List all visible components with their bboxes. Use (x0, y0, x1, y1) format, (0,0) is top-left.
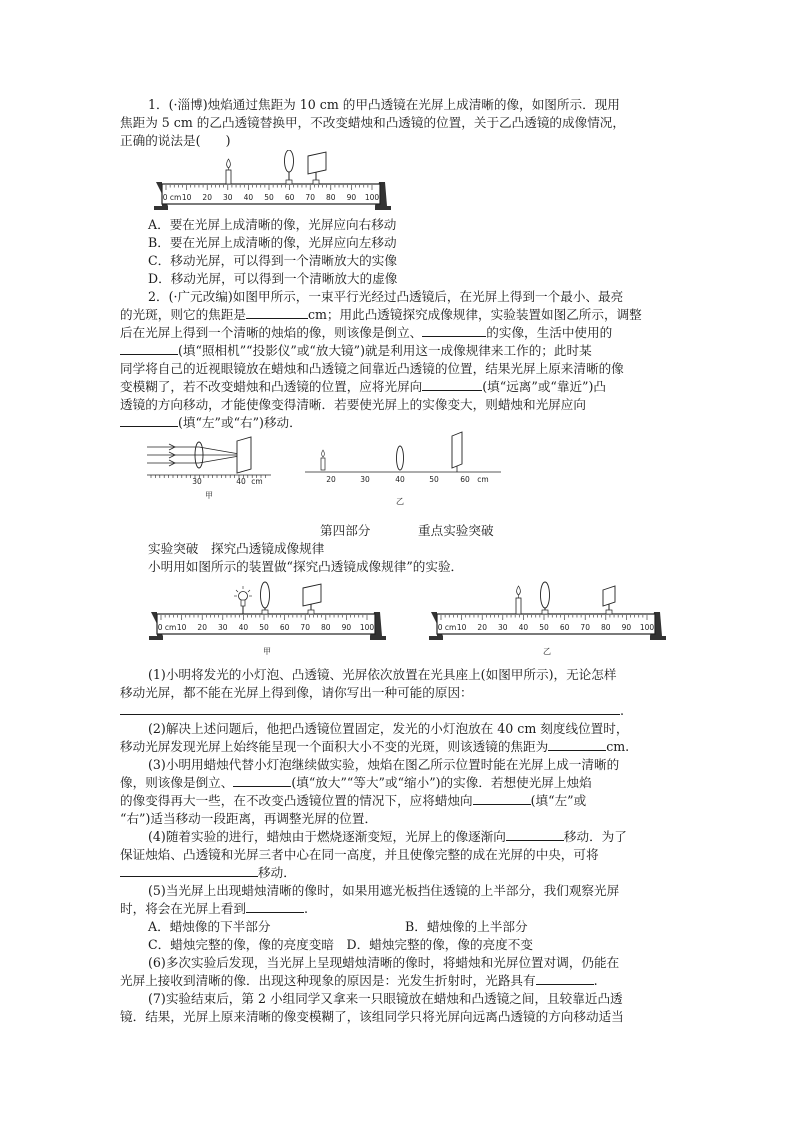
ruler-label: 100 (359, 623, 375, 632)
exp-q1-line1: (1)小明将发光的小灯泡、凸透镜、光屏依次放置在光具座上(如图甲所示)，无论怎样 (148, 667, 617, 682)
light-screen-icon (308, 152, 326, 184)
q2-blank-move-direction[interactable] (120, 414, 178, 427)
exp-figure-jia (145, 580, 390, 658)
ruler-label: 50 (259, 623, 269, 632)
exp-q5-option-cd[interactable]: C．蜡烛完整的像，像的亮度变暗 D．蜡烛完整的像，像的亮度不变 (148, 937, 533, 952)
convex-lens-icon (285, 150, 294, 184)
q2-stem-line3 (120, 324, 612, 342)
q2-text: 的光斑，则它的焦距是 (120, 307, 246, 322)
exp-text: . (620, 703, 625, 718)
ruler-label: 100 (639, 623, 655, 632)
exp-q3-line2 (120, 774, 592, 792)
tick-label: cm (477, 475, 489, 484)
ruler-label: 90 (346, 193, 357, 202)
exp-q4-blank-image-direction[interactable] (506, 828, 564, 841)
ruler-label: 20 (197, 623, 207, 632)
section-subtitle: 实验突破 探究凸透镜成像规律 (148, 541, 325, 556)
q2-blank-screen-direction[interactable] (422, 378, 482, 391)
q2-stem-line2 (120, 306, 642, 324)
light-screen-icon (237, 437, 251, 473)
exp-q5-option-a[interactable]: A．蜡烛像的下半部分 (148, 919, 271, 934)
exp-q2-blank-focal-length[interactable] (548, 738, 606, 751)
ruler-label: 10 (181, 193, 192, 202)
exp-text: 时，将会在光屏上看到 (120, 901, 246, 916)
tick-label: 30 (360, 475, 370, 484)
q2-text: (填“照相机”“投影仪”或“放大镜”)就是利用这一成像规律来工作的；此时某 (178, 343, 592, 358)
exp-q5-blank-observation[interactable] (246, 900, 304, 913)
tick-label: 40 (395, 475, 405, 484)
candle-icon (226, 159, 231, 184)
exp-q4-line1 (148, 828, 627, 846)
q2-text: 的实像，生活中使用的 (486, 325, 613, 340)
ruler-label: 80 (326, 193, 336, 202)
exp-q5-line2 (120, 900, 308, 918)
ruler-label: 80 (321, 623, 331, 632)
q2-stem-line7: 透镜的方向移动，才能使像变得清晰．若要使光屏上的实像变大，则蜡烛和光屏应向 (120, 397, 586, 412)
exp-q6-line2 (120, 972, 598, 990)
section-part: 第四部分 (320, 523, 371, 538)
q2-stem-line8 (120, 414, 302, 432)
ruler-label: 70 (305, 193, 315, 202)
exp-q1-blank-reason[interactable] (120, 702, 620, 715)
q2-text: (填“左”或“右”)移动． (178, 415, 302, 430)
q1-stem-line2: 焦距为 5 cm 的乙凸透镜替换甲，不改变蜡烛和凸透镜的位置，关于乙凸透镜的成像情况， (120, 115, 625, 130)
q1-stem-line1: 1．(·淄博)烛焰通过焦距为 10 cm 的甲凸透镜在光屏上成清晰的像，如图所示．现用 (148, 97, 620, 112)
tick-label: 60 (460, 475, 470, 484)
section-intro: 小明用如图所示的装置做“探究凸透镜成像规律”的实验． (148, 559, 464, 574)
exp-q3-line3 (120, 792, 586, 810)
ruler-label: 60 (284, 193, 295, 202)
exp-text: (填“左”或 (530, 793, 587, 808)
section-title: 重点实验突破 (418, 523, 494, 538)
ruler-label: 10 (456, 623, 467, 632)
ruler-label: 70 (300, 623, 310, 632)
q1-stem-line3: 正确的说法是( ) (120, 133, 231, 148)
exp-q6-blank-property[interactable] (536, 972, 594, 985)
tick-label: cm (251, 477, 263, 486)
figure-caption: 乙 (543, 647, 551, 656)
ruler-label: 40 (243, 193, 254, 202)
ruler-label: 60 (559, 623, 570, 632)
exp-q4-blank-adjust[interactable] (120, 864, 258, 877)
q1-option-a[interactable]: A．要在光屏上成清晰的像，光屏应向右移动 (148, 217, 397, 232)
ruler-label: 100 (364, 193, 380, 202)
tick-label: 20 (326, 475, 336, 484)
ruler-label: 40 (238, 623, 249, 632)
ruler-label: 90 (621, 623, 632, 632)
ruler-label: 60 (279, 623, 290, 632)
exp-q3-line4: “右”)适当移动一段距离，再调整光屏的位置． (120, 811, 378, 826)
figure-caption: 甲 (205, 491, 213, 500)
q1-option-b[interactable]: B．要在光屏上成清晰的像，光屏应向左移动 (148, 235, 397, 250)
q2-blank-device[interactable] (120, 342, 178, 355)
candle-icon (321, 450, 325, 470)
convex-lens-icon (261, 582, 270, 614)
q2-stem-line6 (120, 378, 606, 396)
q2-text: (填“远离”或“靠近”)凸 (482, 379, 606, 394)
ruler-label: 10 (176, 623, 187, 632)
exp-q7-line1: (7)实验结束后，第 2 小组同学又拿来一只眼镜放在蜡烛和凸透镜之间，且较靠近凸透 (148, 991, 623, 1006)
exp-q6-line1: (6)多次实验后发现，当光屏上呈现蜡烛清晰的像时，将蜡烛和光屏位置对调，仍能在 (148, 955, 620, 970)
q2-figure-jia (145, 433, 275, 501)
ruler-label: 0 cm (437, 623, 457, 632)
exp-text: . (593, 973, 598, 988)
candle-icon (516, 586, 521, 614)
q2-blank-image-type[interactable] (422, 324, 486, 337)
exp-q1-line2: 移动光屏，都不能在光屏上得到像，请你写出一种可能的原因： (120, 685, 473, 700)
exp-text: . (303, 901, 308, 916)
exp-q4-line2: 保证烛焰、凸透镜和光屏三者中心在同一高度，并且使像完整的成在光屏的中央，可将 (120, 847, 599, 862)
exp-q7-line2: 镜．结果，光屏上原来清晰的像变模糊了，该组同学只将光屏向远离凸透镜的方向移动适当 (120, 1009, 624, 1024)
ruler-label: 40 (518, 623, 529, 632)
q2-text: cm；用此凸透镜探究成像规律，实验装置如图乙所示，调整 (307, 307, 642, 322)
exp-text: (填“放大”“等大”或“缩小”)的实像．若想使光屏上烛焰 (291, 775, 592, 790)
figure-caption: 乙 (396, 497, 404, 506)
ruler-label: 20 (202, 193, 212, 202)
ruler-label: 50 (539, 623, 549, 632)
exp-text: 移动．为了 (563, 829, 627, 844)
ruler-label: 80 (601, 623, 611, 632)
exp-text: 移动光屏发现光屏上始终能呈现一个面积大小不变的光斑，则该透镜的焦距为 (120, 739, 549, 754)
exp-q5-option-b[interactable]: B．蜡烛像的上半部分 (405, 919, 528, 934)
exp-text: 像，则该像是倒立、 (120, 775, 234, 790)
q2-stem-line5: 同学将自己的近视眼镜放在蜡烛和凸透镜之间靠近凸透镜的位置，结果光屏上原来清晰的像 (120, 361, 624, 376)
exp-text: 光屏上接收到清晰的像．出现这种现象的原因是：光发生折射时，光路具有 (120, 973, 536, 988)
exp-text: 移动． (258, 865, 296, 880)
ruler-label: 90 (341, 623, 352, 632)
convex-lens-icon (397, 446, 404, 470)
q2-text: 后在光屏上得到一个清晰的烛焰的像，则该像是倒立、 (120, 325, 423, 340)
ruler-label: 30 (498, 623, 508, 632)
exp-q2-line1: (2)解决上述问题后，他把凸透镜位置固定，发光的小灯泡放在 40 cm 刻度线位置时， (148, 721, 629, 736)
light-screen-icon (603, 586, 615, 614)
q2-text: 变模糊了，若不改变蜡烛和凸透镜的位置，应将光屏向 (120, 379, 423, 394)
tick-label: 50 (429, 475, 439, 484)
q1-optical-bench-figure (150, 150, 395, 212)
ruler-label: 30 (218, 623, 228, 632)
q1-option-d[interactable]: D．移动光屏，可以得到一个清晰放大的虚像 (148, 271, 398, 286)
exp-q1-line3 (120, 702, 624, 720)
ruler-label: 70 (580, 623, 590, 632)
exp-text: cm. (606, 739, 630, 754)
figure-caption: 甲 (263, 647, 271, 656)
ruler-label: 20 (477, 623, 487, 632)
q2-blank-focal-length[interactable] (246, 306, 308, 319)
exp-q4-line3 (120, 864, 296, 882)
ruler-label: 0 cm (157, 623, 177, 632)
exp-q3-blank-image-size[interactable] (233, 774, 291, 787)
tick-label: 30 (192, 477, 202, 486)
ruler-label: 30 (223, 193, 233, 202)
q2-stem-line4 (120, 342, 592, 360)
light-screen-icon (452, 432, 462, 468)
q2-figure-yi (305, 430, 505, 508)
ruler-label: 50 (264, 193, 274, 202)
q1-option-c[interactable]: C．移动光屏，可以得到一个清晰放大的实像 (148, 253, 397, 268)
exp-q3-blank-candle-direction[interactable] (473, 792, 531, 805)
exp-figure-yi (425, 580, 670, 658)
exp-q5-line1: (5)当光屏上出现蜡烛清晰的像时，如果用遮光板挡住透镜的上半部分，我们观察光屏 (148, 883, 620, 898)
exp-text: (4)随着实验的进行，蜡烛由于燃烧逐渐变短，光屏上的像逐渐向 (148, 829, 506, 844)
q2-stem-line1: 2．(·广元改编)如图甲所示，一束平行光经过凸透镜后，在光屏上得到一个最小、最亮 (148, 289, 624, 304)
ruler-label: 0 cm (162, 193, 182, 202)
light-bulb-icon (234, 586, 252, 614)
exp-q3-line1: (3)小明用蜡烛代替小灯泡继续做实验，烛焰在图乙所示位置时能在光屏上成一清晰的 (148, 757, 620, 772)
exp-q2-line2 (120, 738, 629, 756)
light-screen-icon (303, 584, 321, 614)
tick-label: 40 (236, 477, 246, 486)
exp-text: 的像变得再大一些，在不改变凸透镜位置的情况下，应将蜡烛向 (120, 793, 473, 808)
convex-lens-icon (541, 582, 550, 614)
